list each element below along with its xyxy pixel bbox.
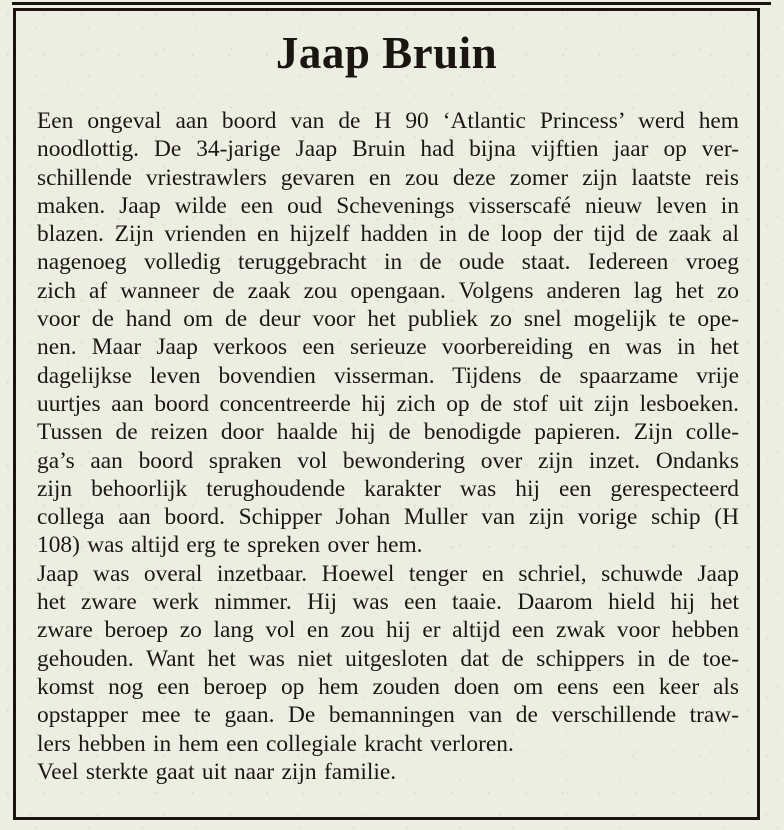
text-line: voor de hand om de deur voor het publiek zo snel mogelijk te ope- [37, 306, 739, 333]
text-line: maken. Jaap wilde een oud Schevenings visserscafé nieuw leven in [37, 192, 739, 219]
text-line: Tussen de reizen door haalde hij de benodigde papieren. Zijn colle- [37, 419, 739, 446]
article-frame [13, 8, 760, 820]
text-line: Veel sterkte gaat uit naar zijn familie. [37, 758, 397, 785]
text-line: schillende vriestrawlers gevaren en zou deze zomer zijn laatste reis [37, 164, 739, 191]
text-line: noodlottig. De 34-jarige Jaap Bruin had bijna vijftien jaar op ver- [37, 136, 739, 163]
text-line: opstapper mee te gaan. De bemanningen van de verschillende traw- [37, 702, 739, 729]
text-line: nen. Maar Jaap verkoos een serieuze voorbereiding en was in het [37, 334, 739, 361]
text-line: nagenoeg volledig teruggebracht in de oude staat. Iedereen vroeg [37, 249, 739, 276]
article-body [37, 107, 739, 786]
article-title: Jaap Bruin [275, 28, 498, 78]
top-edge-rule [12, 2, 771, 5]
text-line: Jaap was overal inzetbaar. Hoewel tenger en schriel, schuwde Jaap [37, 560, 739, 587]
text-line: ga’s aan boord spraken vol bewondering over zijn inzet. Ondanks [37, 447, 739, 474]
text-line: zich af wanneer de zaak zou opengaan. Volgens anderen lag het zo [37, 277, 739, 304]
text-line: uurtjes aan boord concentreerde hij zich op de stof uit zijn lesboeken. [37, 390, 739, 417]
text-line: 108) was altijd erg te spreken over hem. [37, 532, 423, 559]
text-line: dagelijkse leven bovendien visserman. Tijdens de spaarzame vrije [37, 362, 739, 389]
text-line: lers hebben in hem een collegiale kracht verloren. [37, 730, 514, 757]
text-line: collega aan boord. Schipper Johan Muller van zijn vorige schip (H [37, 504, 739, 531]
text-line: blazen. Zijn vrienden en hijzelf hadden in de loop der tijd de zaak al [37, 221, 739, 248]
text-line: zware beroep zo lang vol en zou hij er altijd een zwak voor hebben [37, 617, 739, 644]
text-line: Een ongeval aan boord van de H 90 ‘Atlantic Princess’ werd hem [37, 108, 739, 134]
text-line: komst nog een beroep op hem zouden doen om eens een keer als [37, 673, 739, 700]
text-line: zijn behoorlijk terughoudende karakter was hij een gerespecteerd [37, 475, 739, 502]
text-line: het zware werk nimmer. Hij was een taaie. Daarom hield hij het [37, 589, 739, 616]
text-line: gehouden. Want het was niet uitgesloten dat de schippers in de toe- [37, 645, 739, 672]
